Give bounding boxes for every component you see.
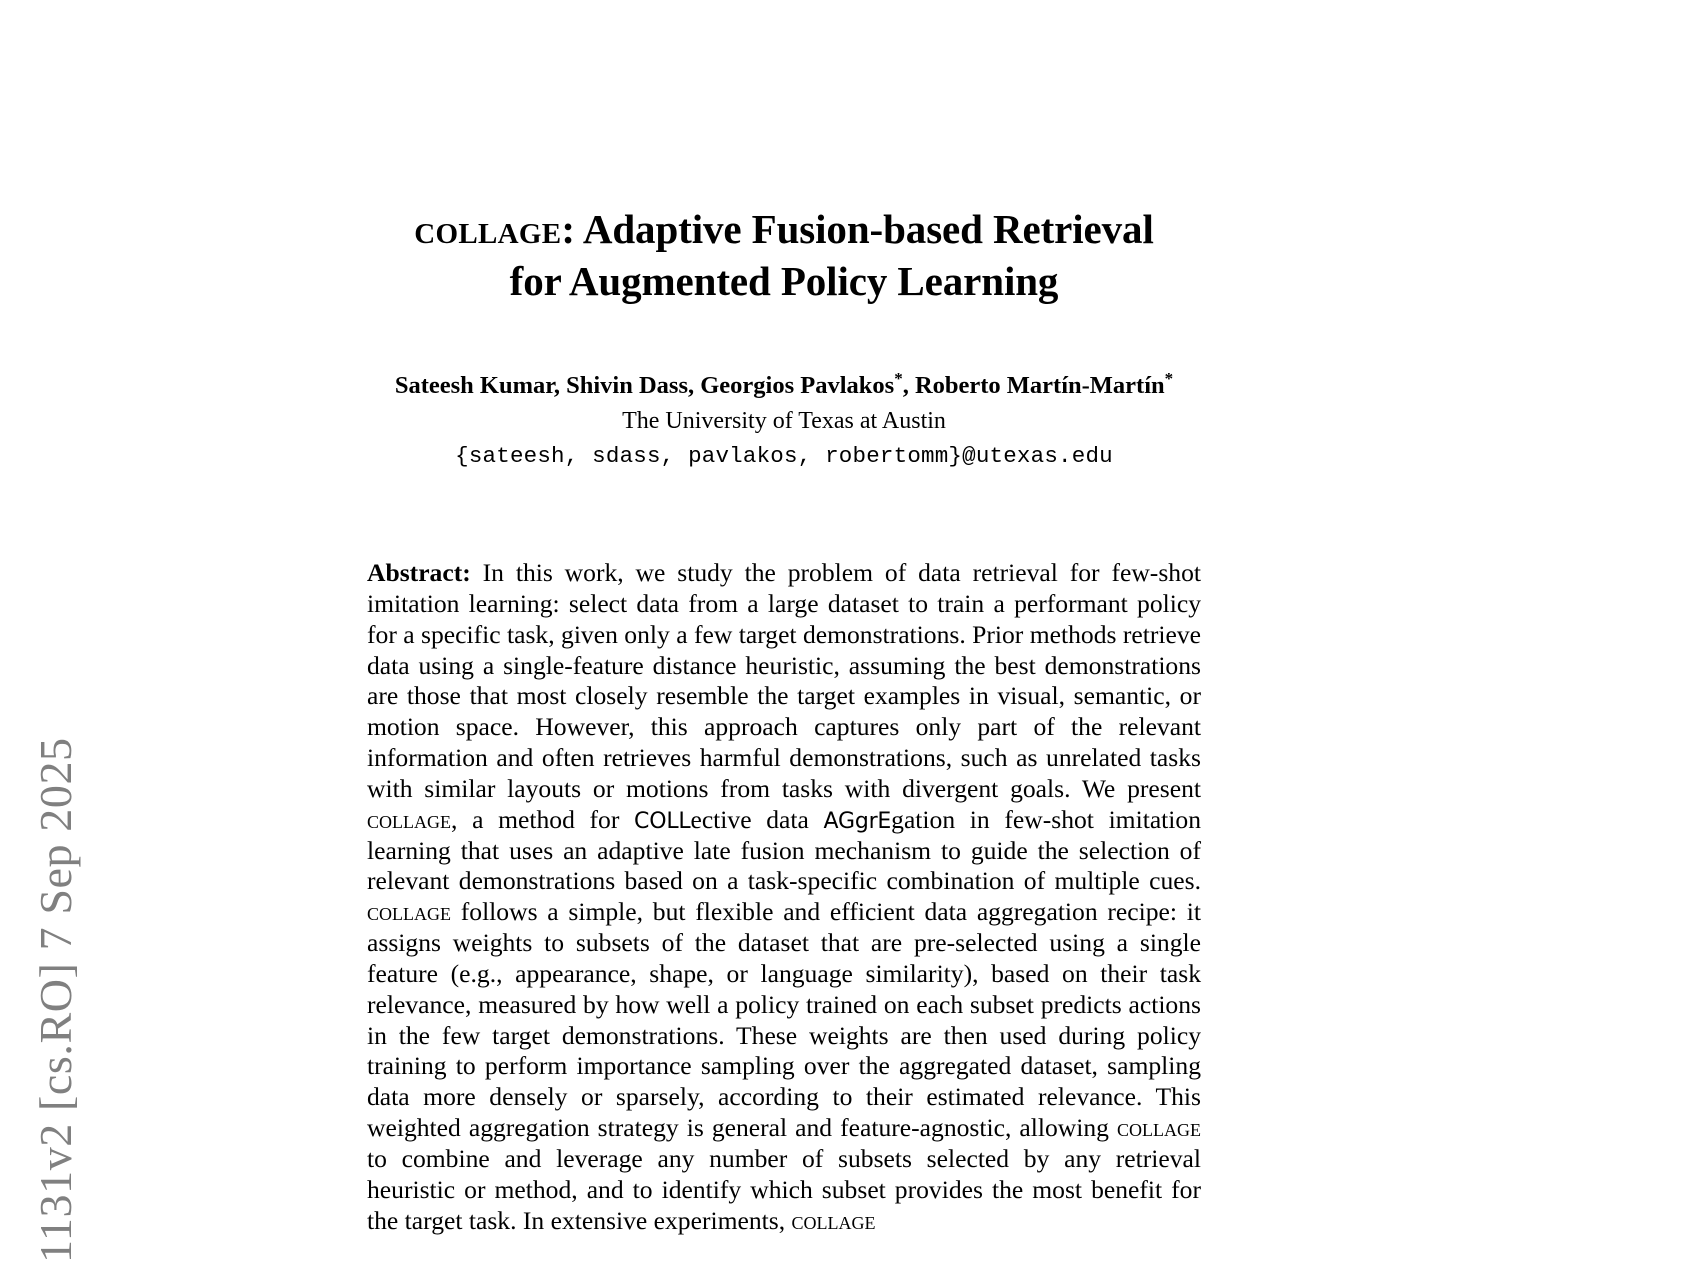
arxiv-identifier-text: 1131v2 [cs.RO] 7 Sep 2025 [29,737,81,1263]
abstract-text-6: to combine and leverage any number of subsets selected by any retrieval heuristic or method, and to identify which subset provides the most benefit for the target task. In extensive experiments, [367,1143,1201,1235]
abstract-acronym-expansion-2: AGgrE [823,808,892,834]
author-emails: {sateesh, sdass, pavlakos, robertomm}@utexas.edu [455,443,1113,470]
affiliation: The University of Texas at Austin [622,408,946,435]
title-line2: for Augmented Policy Learning [509,257,1059,304]
abstract-text-1: In this work, we study the problem of data retrieval for few-shot imitation learning: select data from a large dataset to train a performant policy for a specific task, given only a few target demonstrations. Prior methods retrieve data using a single-feature distance heuristic, assuming the best demonstrations are those that most closely resemble the target examples in visual, semantic, or motion space. However, this approach captures only part of the relevant information and often retrieves harmful demonstrations, such as unrelated tasks with similar layouts or motions from tasks with divergent goals. We present [367,558,1201,803]
abstract-text-5: follows a simple, but flexible and efficient data aggregation recipe: it assigns weights to subsets of the dataset that are pre-selected using a single feature (e.g., appearance, shape, or language similarity), based on their task relevance, measured by how well a policy trained on each subset predicts actions in the few target demonstrations. These weights are then used during policy training to perform importance sampling over the aggregated dataset, sampling data more densely or sparsely, according to their estimated relevance. This weighted aggregation strategy is general and feature-agnostic, allowing [367,897,1201,1143]
abstract-text-3: ective data [690,804,824,834]
page-title [367,0,1201,307]
abstract-label: Abstract: [367,558,471,588]
author-affiliation-marker-1: * [894,369,903,389]
abstract-acronym-2: collage [367,897,451,927]
abstract-text-4: gation in few-shot imitation learning that uses an adaptive late fusion mechanism to guide the selection of relevant demonstrations based on a task-specific combination of multiple cues. [367,804,1201,896]
abstract-paragraph [367,470,1201,1236]
author-list [367,307,1201,401]
author-names-first: Sateesh Kumar, Shivin Dass, Georgios Pavlakos [394,372,895,400]
author-affiliation-marker-2: * [1164,369,1174,389]
title-acronym: collage [414,206,562,252]
abstract-acronym-3: collage [1117,1113,1201,1143]
author-names-second: , Roberto Martín-Martín [902,372,1165,400]
document-column [367,0,1201,1236]
abstract-acronym-1: collage [367,804,451,834]
abstract-acronym-expansion-1: COLL [634,808,691,834]
abstract-acronym-4: collage [791,1205,876,1235]
title-line1-rest: : Adaptive Fusion-based Retrieval [561,206,1154,252]
abstract-text-2: , a method for [451,804,635,834]
arxiv-identifier-stamp [0,0,110,1275]
